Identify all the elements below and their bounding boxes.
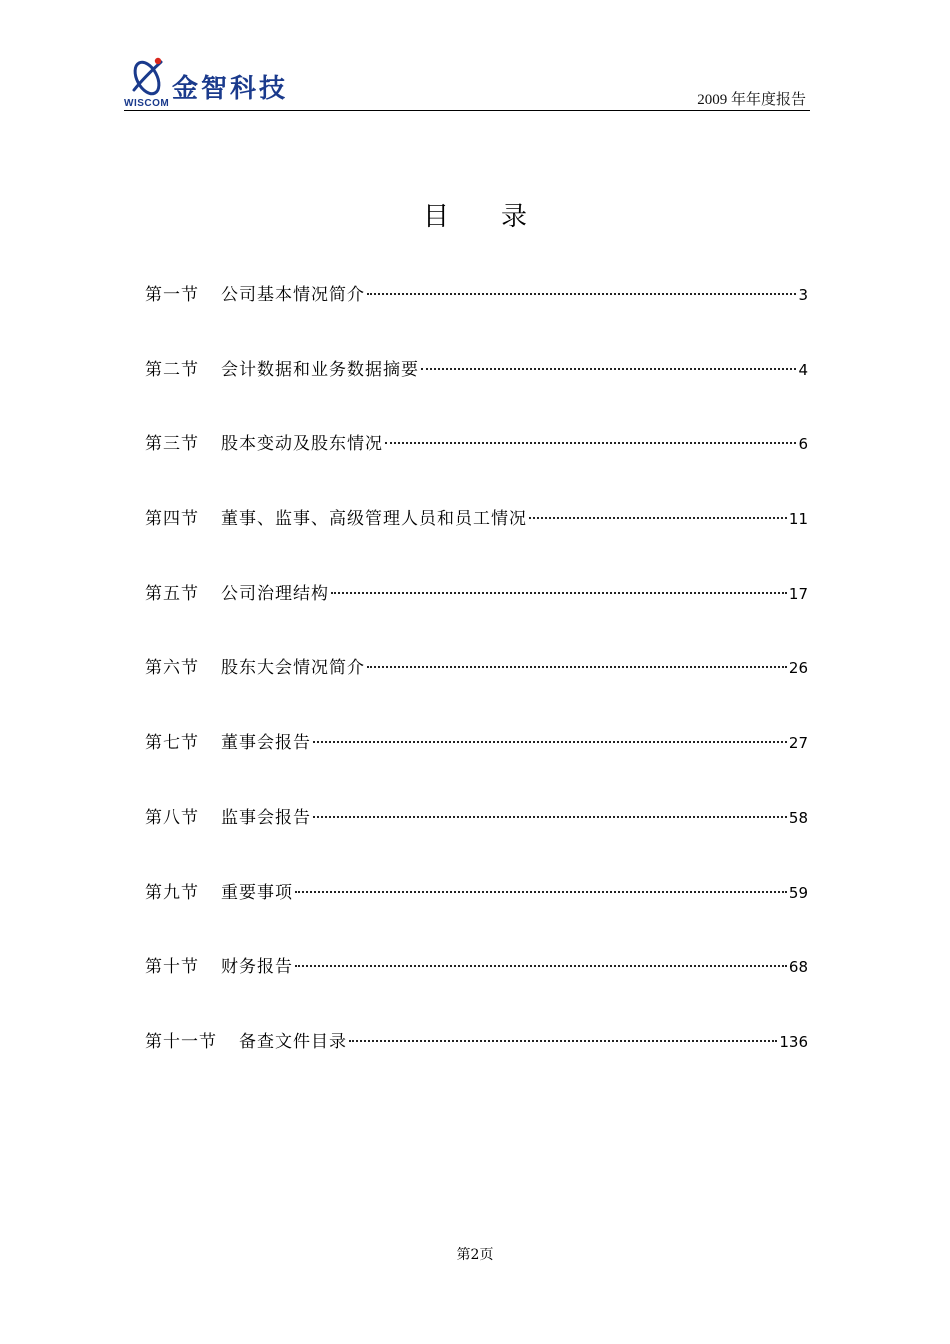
toc-dot-leader bbox=[367, 293, 796, 295]
page-header bbox=[124, 52, 810, 112]
toc-section-number: 第五节 bbox=[145, 583, 199, 604]
toc-section-number: 第十节 bbox=[145, 957, 199, 978]
toc-section-number: 第一节 bbox=[145, 285, 199, 305]
page-number: 第2页 bbox=[456, 1247, 494, 1263]
toc-section-title: 财务报告 bbox=[221, 957, 293, 978]
toc-entry[interactable] bbox=[145, 952, 808, 1027]
toc-page-number: 27 bbox=[788, 734, 808, 753]
toc-dot-leader bbox=[295, 965, 787, 967]
toc-entry[interactable] bbox=[145, 280, 808, 355]
toc-dot-leader bbox=[367, 666, 787, 668]
toc-dot-leader bbox=[295, 891, 787, 893]
logo-chinese-name: 金智科技 bbox=[172, 74, 289, 104]
toc-page-number: 4 bbox=[798, 360, 808, 379]
table-of-contents bbox=[145, 280, 808, 1102]
toc-section-title: 董事会报告 bbox=[221, 733, 311, 754]
toc-entry[interactable] bbox=[145, 653, 808, 728]
toc-section-number: 第四节 bbox=[145, 509, 199, 530]
toc-entry[interactable] bbox=[145, 878, 808, 953]
toc-section-number: 第六节 bbox=[145, 658, 199, 679]
toc-entry[interactable] bbox=[145, 429, 808, 504]
toc-dot-leader bbox=[529, 517, 787, 519]
header-divider bbox=[124, 110, 810, 111]
toc-page-number: 6 bbox=[798, 435, 808, 454]
toc-page-number: 3 bbox=[798, 286, 808, 304]
toc-section-title: 股本变动及股东情况 bbox=[221, 434, 383, 455]
toc-dot-leader bbox=[331, 592, 787, 594]
toc-section-title: 监事会报告 bbox=[221, 807, 311, 828]
company-logo bbox=[124, 54, 324, 110]
toc-heading: 目录 bbox=[422, 202, 579, 232]
toc-page-number: 59 bbox=[788, 883, 808, 902]
report-title: 2009 年年度报告 bbox=[697, 92, 806, 108]
toc-dot-leader bbox=[313, 741, 787, 743]
toc-section-title: 董事、监事、高级管理人员和员工情况 bbox=[221, 509, 527, 530]
toc-section-number: 第八节 bbox=[145, 807, 199, 828]
toc-section-title: 重要事项 bbox=[221, 882, 293, 903]
toc-entry[interactable] bbox=[145, 504, 808, 579]
logo-english-name: WISCOM bbox=[124, 98, 170, 109]
toc-section-title: 股东大会情况简介 bbox=[221, 658, 365, 679]
toc-section-number: 第三节 bbox=[145, 434, 199, 455]
toc-section-number: 第十一节 bbox=[145, 1031, 217, 1052]
toc-section-number: 第七节 bbox=[145, 733, 199, 754]
toc-page-number: 11 bbox=[788, 510, 808, 529]
toc-entry[interactable] bbox=[145, 355, 808, 430]
toc-dot-leader bbox=[385, 442, 796, 444]
toc-page-number: 68 bbox=[788, 958, 808, 977]
toc-entry[interactable] bbox=[145, 728, 808, 803]
toc-dot-leader bbox=[349, 1040, 777, 1042]
toc-section-number: 第二节 bbox=[145, 359, 199, 380]
toc-dot-leader bbox=[421, 368, 796, 370]
toc-section-title: 备查文件目录 bbox=[239, 1031, 347, 1052]
toc-page-number: 58 bbox=[788, 808, 808, 827]
toc-entry[interactable] bbox=[145, 1027, 808, 1102]
toc-page-number: 17 bbox=[788, 584, 808, 603]
toc-section-title: 公司基本情况简介 bbox=[221, 285, 365, 305]
toc-dot-leader bbox=[313, 816, 787, 818]
wiscom-logo-icon bbox=[128, 54, 166, 98]
toc-section-title: 公司治理结构 bbox=[221, 583, 329, 604]
toc-entry[interactable] bbox=[145, 803, 808, 878]
toc-entry[interactable] bbox=[145, 579, 808, 654]
toc-section-number: 第九节 bbox=[145, 882, 199, 903]
toc-page-number: 26 bbox=[788, 659, 808, 678]
toc-section-title: 会计数据和业务数据摘要 bbox=[221, 359, 419, 380]
toc-page-number: 136 bbox=[779, 1032, 808, 1051]
